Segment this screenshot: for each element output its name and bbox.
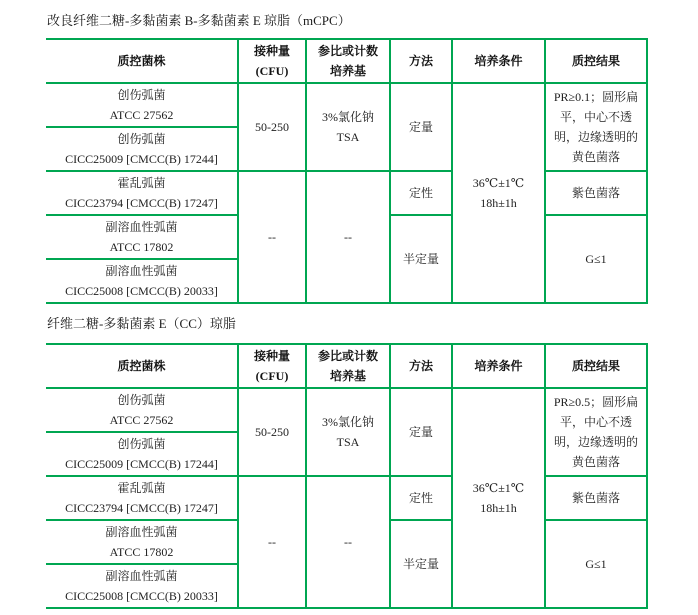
condition-line2: 18h±1h [480, 196, 517, 210]
strain-cell [46, 171, 238, 215]
condition-cell [452, 83, 545, 303]
strain-code: CICC25009 [CMCC(B) 17244] [65, 457, 218, 471]
strain-code: CICC25008 [CMCC(B) 20033] [65, 284, 218, 298]
strain-cell [46, 564, 238, 608]
strain-cell [46, 259, 238, 303]
medium-cell: -- [306, 171, 390, 303]
condition-line2: 18h±1h [480, 501, 517, 515]
method-cell: 定性 [390, 171, 452, 215]
strain-name: 创伤弧菌 [117, 132, 166, 146]
strain-name: 霍乱弧菌 [117, 176, 166, 190]
method-cell: 定性 [390, 476, 452, 520]
method-cell: 半定量 [390, 215, 452, 303]
col-header-medium-line1: 参比或计数 [317, 349, 378, 363]
strain-name: 霍乱弧菌 [117, 481, 166, 495]
strain-name: 副溶血性弧菌 [105, 220, 178, 234]
col-header-medium-line2: 培养基 [329, 64, 366, 78]
result-cell: G≤1 [545, 520, 647, 608]
inoculum-cell: -- [238, 171, 306, 303]
method-cell: 定量 [390, 388, 452, 476]
strain-code: CICC23794 [CMCC(B) 17247] [65, 501, 218, 515]
result-cell: 紫色菌落 [545, 171, 647, 215]
strain-name: 创伤弧菌 [117, 88, 166, 102]
medium-cell [306, 83, 390, 171]
table-row [46, 83, 647, 127]
medium-cell [306, 388, 390, 476]
strain-cell [46, 476, 238, 520]
table-row [46, 476, 647, 520]
strain-name: 副溶血性弧菌 [105, 525, 178, 539]
col-header-strain: 质控菌株 [46, 344, 238, 388]
strain-cell [46, 520, 238, 564]
strain-code: ATCC 17802 [109, 240, 174, 254]
medium-line2: TSA [336, 130, 360, 144]
col-header-strain: 质控菌株 [46, 39, 238, 83]
method-cell: 定量 [390, 83, 452, 171]
strain-code: CICC25008 [CMCC(B) 20033] [65, 589, 218, 603]
doc-title-cc: 纤维二糖-多黏菌素 E（CC）琼脂 [47, 316, 236, 331]
strain-code: CICC25009 [CMCC(B) 17244] [65, 152, 218, 166]
col-header-inoculum [238, 39, 306, 83]
col-header-method: 方法 [390, 344, 452, 388]
strain-code: CICC23794 [CMCC(B) 17247] [65, 196, 218, 210]
col-header-medium [306, 39, 390, 83]
method-cell: 半定量 [390, 520, 452, 608]
col-header-inoculum-line1: 接种量 [253, 349, 290, 363]
medium-line1: 3%氯化钠 [322, 110, 374, 124]
strain-code: ATCC 27562 [109, 413, 174, 427]
strain-cell [46, 215, 238, 259]
qc-table-mcpc [46, 38, 648, 304]
col-header-inoculum-line2: (CFU) [255, 64, 289, 78]
strain-code: ATCC 17802 [109, 545, 174, 559]
col-header-medium [306, 344, 390, 388]
strain-name: 创伤弧菌 [117, 437, 166, 451]
col-header-result: 质控结果 [545, 344, 647, 388]
table-row [46, 171, 647, 215]
inoculum-cell: -- [238, 476, 306, 608]
medium-line2: TSA [336, 435, 360, 449]
condition-line1: 36℃±1℃ [472, 481, 525, 495]
result-cell: PR≥0.5；圆形扁平，中心不透明，边缘透明的黄色菌落 [545, 388, 647, 476]
table-header-row [46, 344, 647, 388]
strain-code: ATCC 27562 [109, 108, 174, 122]
col-header-method: 方法 [390, 39, 452, 83]
col-header-condition: 培养条件 [452, 39, 545, 83]
strain-name: 副溶血性弧菌 [105, 264, 178, 278]
col-header-condition: 培养条件 [452, 344, 545, 388]
medium-line1: 3%氯化钠 [322, 415, 374, 429]
col-header-result: 质控结果 [545, 39, 647, 83]
result-cell: PR≥0.1；圆形扁平，中心不透明，边缘透明的黄色菌落 [545, 83, 647, 171]
condition-line1: 36℃±1℃ [472, 176, 525, 190]
strain-name: 副溶血性弧菌 [105, 569, 178, 583]
col-header-inoculum-line1: 接种量 [253, 44, 290, 58]
strain-name: 创伤弧菌 [117, 393, 166, 407]
condition-cell [452, 388, 545, 608]
col-header-medium-line2: 培养基 [329, 369, 366, 383]
medium-cell: -- [306, 476, 390, 608]
inoculum-cell: 50-250 [238, 388, 306, 476]
strain-cell [46, 388, 238, 432]
strain-cell [46, 432, 238, 476]
strain-cell [46, 83, 238, 127]
strain-cell [46, 127, 238, 171]
col-header-inoculum-line2: (CFU) [255, 369, 289, 383]
qc-table-cc [46, 343, 648, 609]
result-cell: G≤1 [545, 215, 647, 303]
result-cell: 紫色菌落 [545, 476, 647, 520]
table-row [46, 388, 647, 432]
col-header-inoculum [238, 344, 306, 388]
table-header-row [46, 39, 647, 83]
col-header-medium-line1: 参比或计数 [317, 44, 378, 58]
inoculum-cell: 50-250 [238, 83, 306, 171]
doc-title-mcpc: 改良纤维二糖-多黏菌素 B-多黏菌素 E 琼脂（mCPC） [47, 13, 351, 28]
